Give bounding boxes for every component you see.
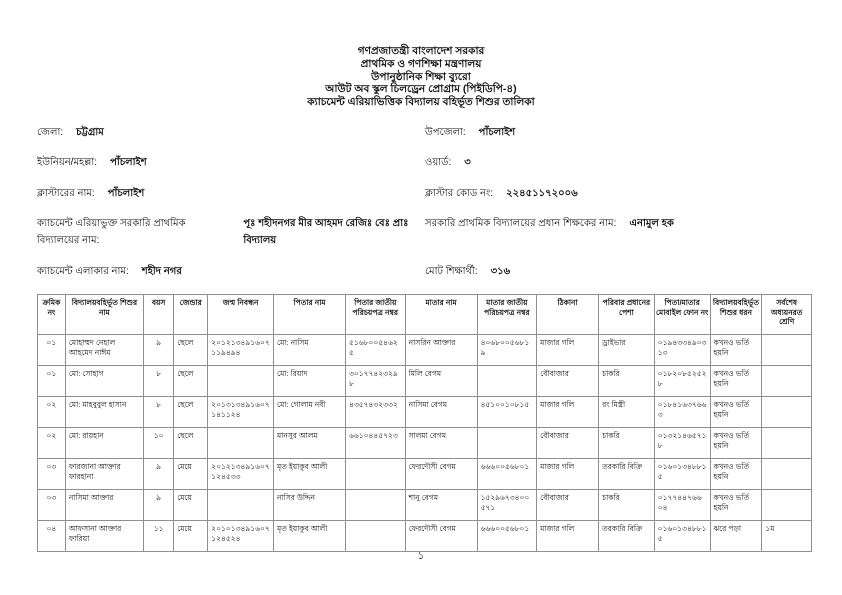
meta-section (37, 125, 812, 281)
cell-birth-registration (208, 428, 274, 459)
cell-address: বৌবাজার (537, 366, 599, 397)
cell-father-name: মৃত ইয়াকুব আলী (274, 521, 346, 552)
col-header-mobile: পিতা/মাতার মোবাইল ফোন নং (654, 295, 710, 335)
cell-category: ঝরে পড়া (710, 521, 762, 552)
cell-last-class (762, 459, 812, 490)
union-label: ইউনিয়ন/মহল্লা: (37, 157, 98, 169)
head-teacher-field (425, 216, 812, 233)
col-header-gender: জেন্ডার (174, 295, 208, 335)
cell-category: কখনও ভর্তি হয়নি (710, 397, 762, 428)
cell-gender: মেয়ে (174, 459, 208, 490)
cell-child-name: মো: সোহাগ (65, 366, 143, 397)
cell-mother-name: সালমা বেগম (405, 428, 477, 459)
total-students-label: মোট শিক্ষার্থী: (425, 265, 478, 277)
cell-age: ৮ (144, 366, 174, 397)
cell-mother-name: শানু বেগম (405, 490, 477, 521)
cell-address: মাজার গলি (537, 521, 599, 552)
district-value: চট্টগ্রাম (76, 126, 104, 138)
table-row (38, 335, 812, 366)
table-body (38, 335, 812, 552)
cell-mother-nid: ১৫২৯৬৭৩৪০০৫৭১ (477, 490, 537, 521)
cell-occupation: তরকারি বিক্রি (599, 459, 655, 490)
col-header-occupation: পরিবার প্রধানের পেশা (599, 295, 655, 335)
col-header-last-class: সর্বশেষ অধ্যয়নরত শ্রেণি (762, 295, 812, 335)
cell-occupation: চাকরি (599, 428, 655, 459)
cell-mother-nid: ৬৬৬০০৫৬৮০১ (477, 459, 537, 490)
cell-gender: ছেলে (174, 335, 208, 366)
cell-gender: ছেলে (174, 366, 208, 397)
cell-birth-registration: ২০১৩১৩৪৯১৬০৭১৪১১২৪ (208, 397, 274, 428)
cell-child-name: নাসিমা আক্তার (65, 490, 143, 521)
table-header-row (38, 295, 812, 335)
cell-mobile: ০১৩২১৪৬৫৭১৮ (654, 428, 710, 459)
cell-occupation: রং মিস্ত্রী (599, 397, 655, 428)
cell-father-name: মো: নাসিম (274, 335, 346, 366)
cell-serial: ০২ (38, 397, 66, 428)
cell-last-class (762, 335, 812, 366)
cell-address: বৌবাজার (537, 428, 599, 459)
cell-father-name: মো: গোলাম নবী (274, 397, 346, 428)
cell-child-name: মো: মাহবুবুল হাসান (65, 397, 143, 428)
cell-child-name: ফারজানা আক্তার ফারহানা (65, 459, 143, 490)
cluster-name-label: ক্লাস্টারের নাম: (37, 187, 95, 199)
table-row (38, 397, 812, 428)
cell-mother-name: ফেরদৌসী বেগম (405, 521, 477, 552)
table-row (38, 428, 812, 459)
cell-gender: ছেলে (174, 397, 208, 428)
district-field (37, 125, 425, 142)
cell-age: ৯ (144, 335, 174, 366)
cell-father-nid (346, 459, 406, 490)
col-header-father-nid: পিতার জাতীয় পরিচয়পত্র নম্বর (346, 295, 406, 335)
cell-age: ৮ (144, 397, 174, 428)
cell-birth-registration: ২০১২১৩৪৯১৬০৭১১৯৪৯৪ (208, 335, 274, 366)
table-header (38, 295, 812, 335)
cell-occupation: ড্রাইভার (599, 335, 655, 366)
cell-address: মাজার গলি (537, 397, 599, 428)
cell-mobile: ০১৭৭৪৪৭৬৬০৪ (654, 490, 710, 521)
meta-row-4 (37, 216, 812, 250)
col-header-age: বয়স (144, 295, 174, 335)
cell-birth-registration: ২০১০১৩৪৯১৬০৭১২৪৫২৪ (208, 521, 274, 552)
union-field (37, 155, 425, 172)
cell-serial: ০২ (38, 428, 66, 459)
col-header-mother-name: মাতার নাম (405, 295, 477, 335)
cell-father-name: মো: রিয়াদ (274, 366, 346, 397)
head-teacher-label: সরকারি প্রাথমিক বিদ্যালয়ের প্রধান শিক্ষকের নাম: (425, 218, 617, 230)
cell-category: কখনও ভর্তি হয়নি (710, 366, 762, 397)
children-table (37, 294, 812, 552)
upazila-value: পাঁচলাইশ (478, 126, 516, 138)
meta-row-1 (37, 125, 812, 142)
head-teacher-value: এনামুল হক (629, 218, 674, 230)
cluster-code-label: ক্লাস্টার কোড নং: (425, 187, 494, 199)
upazila-field (425, 125, 812, 142)
cell-father-nid: ৪৩৫৭৪৩২৩৩২ (346, 397, 406, 428)
ward-field (425, 155, 812, 172)
cell-birth-registration (208, 366, 274, 397)
cell-last-class: ১ম (762, 521, 812, 552)
col-header-mother-nid: মাতার জাতীয় পরিচয়পত্র নম্বর (477, 295, 537, 335)
cell-age: ৯ (144, 490, 174, 521)
cell-birth-registration (208, 490, 274, 521)
cell-mobile: ০১৮৪১৬৩৭৬৬৩ (654, 397, 710, 428)
meta-row-5 (37, 264, 812, 281)
header-line-list-title: ক্যাচমেন্ট এরিয়াভিত্তিক বিদ্যালয় বহির্ভূত শিশুর তালিকা (307, 96, 535, 109)
ward-label: ওয়ার্ড: (425, 157, 452, 169)
cell-age: ৯ (144, 459, 174, 490)
cluster-code-field (425, 186, 812, 203)
cell-mobile: ০১৬০১৩৪৮৮১৫ (654, 521, 710, 552)
table-row (38, 366, 812, 397)
cell-age: ১১ (144, 521, 174, 552)
cell-child-name: মো: রায়হান (65, 428, 143, 459)
cell-father-name: মানসুর আলম (274, 428, 346, 459)
catchment-area-field (37, 264, 425, 281)
cluster-name-value: পাঁচলাইশ (107, 187, 145, 199)
cell-mother-name: নাসরিন আক্তার (405, 335, 477, 366)
cell-category: কখনও ভর্তি হয়নি (710, 459, 762, 490)
table-row (38, 490, 812, 521)
cell-mother-nid: ৪০৬৮০০৫৬৮১৯ (477, 335, 537, 366)
cell-category: কখনও ভর্তি হয়নি (710, 335, 762, 366)
cell-mother-name: মিলি বেগম (405, 366, 477, 397)
cell-father-nid: ৩০১৭৭৪২৩২৯৮ (346, 366, 406, 397)
cell-mobile: ০১৮২০৮৫২৫২৮ (654, 366, 710, 397)
cell-address: মাজার গলি (537, 335, 599, 366)
cell-birth-registration: ২০১২১৩৪৯১৬০৭১২৪৫৩৩ (208, 459, 274, 490)
cell-occupation: চাকরি (599, 490, 655, 521)
header-line-government: গণপ্রজাতন্ত্রী বাংলাদেশ সরকার (357, 45, 485, 57)
cell-age: ১০ (144, 428, 174, 459)
meta-row-3 (37, 186, 812, 203)
col-header-category: বিদ্যালয়বহির্ভূত শিশুর ধরন (710, 295, 762, 335)
header-line-program: আউট অব স্কুল চিলড্রেন প্রোগ্রাম (পিইডিপি-৪) (325, 83, 517, 96)
cell-mobile: ০১৬০১৩৪৮৮১৫ (654, 459, 710, 490)
cluster-code-value: ২২৪৫১১৭২০০৬ (506, 187, 578, 199)
cell-mother-name: ফেরদৌসী বেগম (405, 459, 477, 490)
cell-last-class (762, 428, 812, 459)
col-header-address: ঠিকানা (537, 295, 599, 335)
cell-serial: ০১ (38, 335, 66, 366)
cell-father-nid (346, 490, 406, 521)
cell-gender: মেয়ে (174, 521, 208, 552)
cell-last-class (762, 397, 812, 428)
cell-father-nid: ৬৬১০৪৪৫৭২৩ (346, 428, 406, 459)
catchment-area-label: ক্যাচমেন্ট এলাকার নাম: (37, 265, 129, 277)
cell-address: মাজার গলি (537, 459, 599, 490)
cell-father-nid: ৫১৬৮০০৫৪৬২৫ (346, 335, 406, 366)
meta-row-2 (37, 155, 812, 172)
col-header-father-name: পিতার নাম (274, 295, 346, 335)
cell-address: বৌবাজার (537, 490, 599, 521)
school-name-label: ক্যাচমেন্ট এরিয়াভুক্ত সরকারি প্রাথমিক বিদ্যালয়ের নাম: (37, 218, 186, 247)
document-header (0, 0, 842, 109)
cell-serial: ০৩ (38, 490, 66, 521)
cell-mother-name: নাসিমা বেগম (405, 397, 477, 428)
total-students-field (425, 264, 812, 281)
col-header-child-name: বিদ্যালয়বহির্ভূত শিশুর নাম (65, 295, 143, 335)
cell-category: কখনও ভর্তি হয়নি (710, 428, 762, 459)
cell-mother-nid (477, 428, 537, 459)
cluster-name-field (37, 186, 425, 203)
col-header-birth-registration: জন্ম নিবন্ধন (208, 295, 274, 335)
cell-gender: ছেলে (174, 428, 208, 459)
upazila-label: উপজেলা: (425, 126, 466, 138)
table-row (38, 459, 812, 490)
cell-father-name: মৃত ইয়াকুব আলী (274, 459, 346, 490)
header-line-ministry: প্রাথমিক ও গণশিক্ষা মন্ত্রণালয় (360, 57, 482, 70)
cell-mother-nid: ৬৬৬০০৫৬৮০১ (477, 521, 537, 552)
ward-value: ৩ (464, 157, 471, 169)
cell-mobile: ০১৯৪৩৩৪৯০৩১৩ (654, 335, 710, 366)
catchment-area-value: শহীদ নগর (141, 265, 182, 277)
cell-occupation: চাকরি (599, 366, 655, 397)
school-name-field (37, 216, 425, 250)
cell-father-name: নাসির উদ্দিন (274, 490, 346, 521)
cell-gender: মেয়ে (174, 490, 208, 521)
header-line-bureau: উপানুষ্ঠানিক শিক্ষা ব্যুরো (371, 70, 471, 83)
page-number: ১ (417, 550, 425, 562)
col-header-serial: ক্রমিক নং (38, 295, 66, 335)
total-students-value: ৩১৬ (490, 265, 511, 277)
cell-last-class (762, 366, 812, 397)
cell-occupation: তরকারি বিক্রি (599, 521, 655, 552)
cell-serial: ০১ (38, 366, 66, 397)
cell-mother-nid: ৪৫১০০১০৮১৫ (477, 397, 537, 428)
school-name-value: পূঃ শহীদনগর মীর আহমদ রেজিঃ বেঃ প্রাঃ বিদ্যালয় (243, 218, 409, 247)
cell-child-name: মোহাম্মদ নেহাল আহমেদ নাঈম (65, 335, 143, 366)
union-value: পাঁচলাইশ (110, 157, 147, 169)
cell-mother-nid (477, 366, 537, 397)
cell-serial: ০৩ (38, 459, 66, 490)
cell-serial: ০৪ (38, 521, 66, 552)
cell-child-name: আফসানা আক্তার ফারিয়া (65, 521, 143, 552)
cell-category: কখনও ভর্তি হয়নি (710, 490, 762, 521)
district-label: জেলা: (37, 126, 64, 138)
cell-last-class (762, 490, 812, 521)
